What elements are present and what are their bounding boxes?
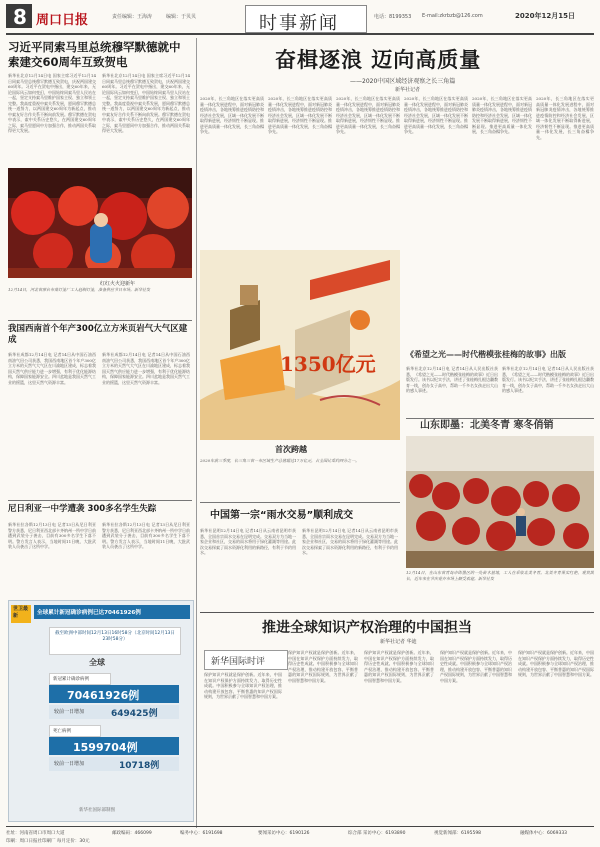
center-rule-2 bbox=[200, 612, 594, 613]
air-headline: 我国西南首个年产300亿立方米页岩气大气区建成 bbox=[8, 324, 188, 345]
deaths-value: 1599704例 bbox=[73, 741, 138, 754]
email-label: E-mail:zkrbzb@126.com bbox=[422, 13, 483, 19]
covid-source: 新华社国际部制图 bbox=[79, 808, 115, 813]
infographic-banner-value: 1350亿元 bbox=[280, 352, 376, 376]
left-rule-1 bbox=[8, 320, 192, 321]
right-rule-1 bbox=[406, 418, 594, 419]
footer-postal: 邮政编码：466099 bbox=[112, 831, 152, 836]
rain-body: 新华社昆明12月14日电 记者14日从云南省昆明市获悉，全国首宗雨水交易在昆明完成。交易双方为当地一家企业和社区，交易的雨水将用于绿化灌溉等用途。此次交易探索了雨水资源化利用的新路径，有利于节约用水。 bbox=[200, 528, 296, 555]
ip-body-col2: 保护知识产权就是保护创新。近年来，中国在知识产权保护方面持续发力，取得历史性成就。中国积极参与全球知识产权治理，推动构建开放包容、平衡普惠的知识产权国际规则，为世界贡献了中国智慧和中国方案。 bbox=[288, 650, 358, 683]
air-body: 新华社成都12月14日电 记者14日从中国石油西南油气田公司获悉，我国西南地区首个年产300亿立方米的天然气大气区在川渝地区建成，标志着我国天然气供应能力进一步增强，有利于优化能源结构，保障国家能源安全。四川盆地是我国天然气工业的摇篮，这里天然气资源丰富。 bbox=[8, 352, 96, 385]
winterberry-photo bbox=[406, 436, 594, 568]
ip-body-col4: 保护知识产权就是保护创新。近年来，中国在知识产权保护方面持续发力，取得历史性成就。中国积极参与全球知识产权治理，推动构建开放包容、平衡普惠的知识产权国际规则，为世界贡献了中国智慧和中国方案。 bbox=[440, 650, 512, 683]
covid-title: 全球累计新冠确诊病例已达70461926例 bbox=[37, 610, 141, 616]
deaths-label-box bbox=[49, 725, 101, 737]
footer-address: 社址：河南省周口市周口大道 bbox=[6, 831, 65, 836]
infographic-body: 2020年前三季度，长三角三省一市区域生产总值超过17万亿元，占全国比重约四分之一。 bbox=[200, 458, 360, 463]
deaths-new-box bbox=[49, 757, 179, 771]
left-column-rule bbox=[196, 38, 197, 828]
covid-timestamp: 截至欧洲中部时间12月13日16时58分（北京时间12月13日23时58分） bbox=[55, 631, 175, 642]
covid-title-bar bbox=[34, 605, 190, 619]
section-title: 时事新闻 bbox=[259, 13, 339, 34]
ip-column-box bbox=[204, 650, 288, 670]
confirmed-new-label: 较前一日增加 bbox=[54, 709, 85, 715]
covid-timestamp-box bbox=[49, 627, 181, 655]
ip-headline: 推进全球知识产权治理的中国担当 bbox=[262, 620, 472, 636]
book-body-col2: 新华社北京12月14日电 记者14日从人民出版社获悉，《希望之光——时代楷模张桂梅的故事》近日出版发行。该书以纪实手法，讲述了张桂梅扎根边疆教育一线，创办女子高中，帮助一千多名女孩走出大山的感人事迹。 bbox=[502, 366, 594, 393]
phone-label: 电话：8199353 bbox=[374, 14, 412, 20]
confirmed-label: 新冠累计确诊病例 bbox=[53, 677, 89, 682]
air-body-col2: 新华社成都12月14日电 记者14日从中国石油西南油气田公司获悉，我国西南地区首个年产300亿立方米的天然气大气区在川渝地区建成，标志着我国天然气供应能力进一步增强，有利于优化能源结构，保障国家能源安全。四川盆地是我国天然气工业的摇篮，这里天然气资源丰富。 bbox=[102, 352, 190, 385]
nigeria-body-col2: 新华社拉各斯12月13日电 记者13日从尼日利亚警方获悉，尼日利亚西北部卡齐纳州一所中学日前遭到武装分子袭击，目前有300多名学生下落不明。警方发言人表示，当地时间11日晚，大批武装人员袭击了这所中学。 bbox=[102, 522, 190, 549]
main-body-col4: 2020年，长三角地区在落实更高质量一体化发展进程中，面对新冠肺炎疫情冲击，各地统筹推进疫情防控和经济社会发展，区域一体化发展不断取得新进展，经济韧性不断显现。推进更高质量一体化发展，长三角奋楫争先。 bbox=[404, 96, 468, 134]
masthead bbox=[0, 0, 600, 38]
footer-office: 编务中心：6191698 bbox=[180, 831, 223, 836]
page-number-box bbox=[6, 4, 32, 28]
infographic-caption: 首次跨越 bbox=[275, 445, 307, 454]
main-body-col3: 2020年，长三角地区在落实更高质量一体化发展进程中，面对新冠肺炎疫情冲击，各地统筹推进疫情防控和经济社会发展，区域一体化发展不断取得新进展，经济韧性不断显现。推进更高质量一体化发展，长三角奋楫争先。 bbox=[336, 96, 400, 134]
main-body-col6: 2020年，长三角地区在落实更高质量一体化发展进程中，面对新冠肺炎疫情冲击，各地统筹推进疫情防控和经济社会发展，区域一体化发展不断取得新进展，经济韧性不断显现。推进更高质量一体化发展，长三角奋楫争先。 bbox=[536, 96, 594, 140]
lantern-photo bbox=[8, 168, 192, 278]
ip-byline: 新华社记者 华迪 bbox=[380, 639, 417, 645]
book-headline: 《希望之光——时代楷模张桂梅的故事》出版 bbox=[406, 350, 566, 359]
center-rule-1 bbox=[200, 502, 400, 503]
lantern-caption-body: 12月14日，河北省邢台市某灯笼厂工人赶制灯笼，准备供应节日市场。新华社发 bbox=[8, 287, 151, 292]
editor-label-2: 编辑：于贝贝 bbox=[166, 14, 197, 20]
editor-label: 责任编辑：王海涛 bbox=[112, 14, 153, 20]
left-rule-2 bbox=[8, 500, 192, 501]
main-headline: 奋楫逐浪 迈向高质量 bbox=[275, 48, 482, 72]
main-subhead: ——2020中国区域经济观察之长三角篇 bbox=[350, 78, 456, 85]
deaths-new-value: 10718例 bbox=[119, 761, 160, 771]
page-number: 8 bbox=[13, 5, 27, 29]
confirmed-value-box bbox=[49, 685, 179, 703]
footer-hotline: 视觉新闻部：6195598 bbox=[434, 831, 482, 836]
shandong-caption: 12月14日，在山东省青岛市即墨区的一处苗木基地，工人在采收北美冬青。北美冬青果实红艳，观赏期长，近年来在节庆花卉市场上颇受欢迎。新华社发 bbox=[406, 570, 594, 581]
masthead-rule bbox=[6, 33, 594, 35]
issue-date: 2020年12月15日 bbox=[515, 12, 575, 20]
footer-price: 印刷：周口日报社印刷厂 每月定价：30元 bbox=[6, 839, 90, 844]
deaths-value-box bbox=[49, 737, 179, 755]
confirmed-label-box bbox=[49, 673, 111, 685]
covid-panel bbox=[8, 600, 194, 822]
rain-headline: 中国第一宗“雨水交易”顺利成交 bbox=[210, 510, 354, 521]
xi-visit-body: 新华社北京12月14日电 国家主席习近平12月14日同索马里总统穆罕默德互致贺电，庆祝两国建交60周年。习近平在贺电中指出，建交60年来，无论国际风云如何变幻，中国始终同索马里人民站在一起，坚定支持索马里维护国家主权、独立和领土完整。我高度重视中索关系发展，愿同穆罕默德总统一道努力，以两国建交60周年为新起点，推动中索友好合作关系不断向前发展。穆罕默德在贺电中表示，索中关系历史悠久，在两国建交60周年之际，索马里愿同中方加强合作，推动两国关系取得更大发展。 bbox=[8, 73, 96, 133]
covid-scope: 全球 bbox=[89, 658, 105, 667]
xi-visit-headline: 习近平同索马里总统穆罕默德就中索建交60周年互致贺电 bbox=[8, 40, 181, 69]
confirmed-new-box bbox=[49, 705, 179, 719]
shandong-headline: 山东即墨：北美冬青 寒冬俏销 bbox=[420, 420, 554, 431]
footer-rule bbox=[6, 826, 594, 827]
ip-column-label: 新华国际时评 bbox=[211, 657, 266, 667]
footer-distribution: 融媒体中心：6069333 bbox=[520, 831, 568, 836]
paper-name: 周口日报 bbox=[36, 13, 89, 28]
xi-visit-body-col2: 新华社北京12月14日电 国家主席习近平12月14日同索马里总统穆罕默德互致贺电，庆祝两国建交60周年。习近平在贺电中指出，建交60年来，无论国际风云如何变幻，中国始终同索马里人民站在一起，坚定支持索马里维护国家主权、独立和领土完整。我高度重视中索关系发展，愿同穆罕默德总统一道努力，以两国建交60周年为新起点，推动中索友好合作关系不断向前发展。穆罕默德在贺电中表示，索中关系历史悠久，在两国建交60周年之际，索马里愿同中方加强合作，推动两国关系取得更大发展。 bbox=[102, 73, 190, 133]
main-byline: 新华社记者 bbox=[395, 87, 421, 93]
covid-tag-box bbox=[11, 605, 31, 623]
covid-tag: 世卫最新 bbox=[13, 606, 29, 619]
book-body: 新华社北京12月14日电 记者14日从人民出版社获悉，《希望之光——时代楷模张桂梅的故事》近日出版发行。该书以纪实手法，讲述了张桂梅扎根边疆教育一线，创办女子高中，帮助一千多名女孩走出大山的感人事迹。 bbox=[406, 366, 498, 393]
ip-body-col3: 保护知识产权就是保护创新。近年来，中国在知识产权保护方面持续发力，取得历史性成就。中国积极参与全球知识产权治理，推动构建开放包容、平衡普惠的知识产权国际规则，为世界贡献了中国智慧和中国方案。 bbox=[364, 650, 434, 683]
nigeria-body: 新华社拉各斯12月13日电 记者13日从尼日利亚警方获悉，尼日利亚西北部卡齐纳州一所中学日前遭到武装分子袭击，目前有300多名学生下落不明。警方发言人表示，当地时间11日晚，大批武装人员袭击了这所中学。 bbox=[8, 522, 96, 549]
deaths-new-label: 较前一日增加 bbox=[54, 761, 85, 767]
nigeria-headline: 尼日利亚一中学遭袭 300多名学生失踪 bbox=[8, 504, 157, 514]
footer-ad: 要闻采访中心：6190126 bbox=[258, 831, 310, 836]
deaths-label: 死亡病例 bbox=[53, 729, 71, 734]
ip-body-col5: 保护知识产权就是保护创新。近年来，中国在知识产权保护方面持续发力，取得历史性成就。中国积极参与全球知识产权治理，推动构建开放包容、平衡普惠的知识产权国际规则，为世界贡献了中国智慧和中国方案。 bbox=[518, 650, 594, 677]
lantern-caption: 红红火火迎新年 bbox=[100, 281, 136, 287]
rain-body-col2: 新华社昆明12月14日电 记者14日从云南省昆明市获悉，全国首宗雨水交易在昆明完成。交易双方为当地一家企业和社区，交易的雨水将用于绿化灌溉等用途。此次交易探索了雨水资源化利用的新路径，有利于节约用水。 bbox=[302, 528, 398, 555]
main-body-col2: 2020年，长三角地区在落实更高质量一体化发展进程中，面对新冠肺炎疫情冲击，各地统筹推进疫情防控和经济社会发展，区域一体化发展不断取得新进展，经济韧性不断显现。推进更高质量一体化发展，长三角奋楫争先。 bbox=[268, 96, 332, 134]
confirmed-new-value: 649425例 bbox=[111, 709, 158, 719]
confirmed-value: 70461926例 bbox=[67, 689, 140, 702]
ip-body-col1: 保护知识产权就是保护创新。近年来，中国在知识产权保护方面持续发力，取得历史性成就。中国积极参与全球知识产权治理，推动构建开放包容、平衡普惠的知识产权国际规则，为世界贡献了中国智慧和中国方案。 bbox=[204, 672, 282, 699]
footer-comprehensive: 综合部 采访中心：6193890 bbox=[348, 831, 406, 836]
main-body-col5: 2020年，长三角地区在落实更高质量一体化发展进程中，面对新冠肺炎疫情冲击，各地统筹推进疫情防控和经济社会发展，区域一体化发展不断取得新进展，经济韧性不断显现。推进更高质量一体化发展，长三角奋楫争先。 bbox=[472, 96, 532, 134]
infographic-illustration bbox=[200, 250, 400, 440]
main-body-col1: 2020年，长三角地区在落实更高质量一体化发展进程中，面对新冠肺炎疫情冲击，各地统筹推进疫情防控和经济社会发展，区域一体化发展不断取得新进展，经济韧性不断显现。推进更高质量一体化发展，长三角奋楫争先。 bbox=[200, 96, 264, 134]
section-title-box bbox=[245, 5, 367, 33]
